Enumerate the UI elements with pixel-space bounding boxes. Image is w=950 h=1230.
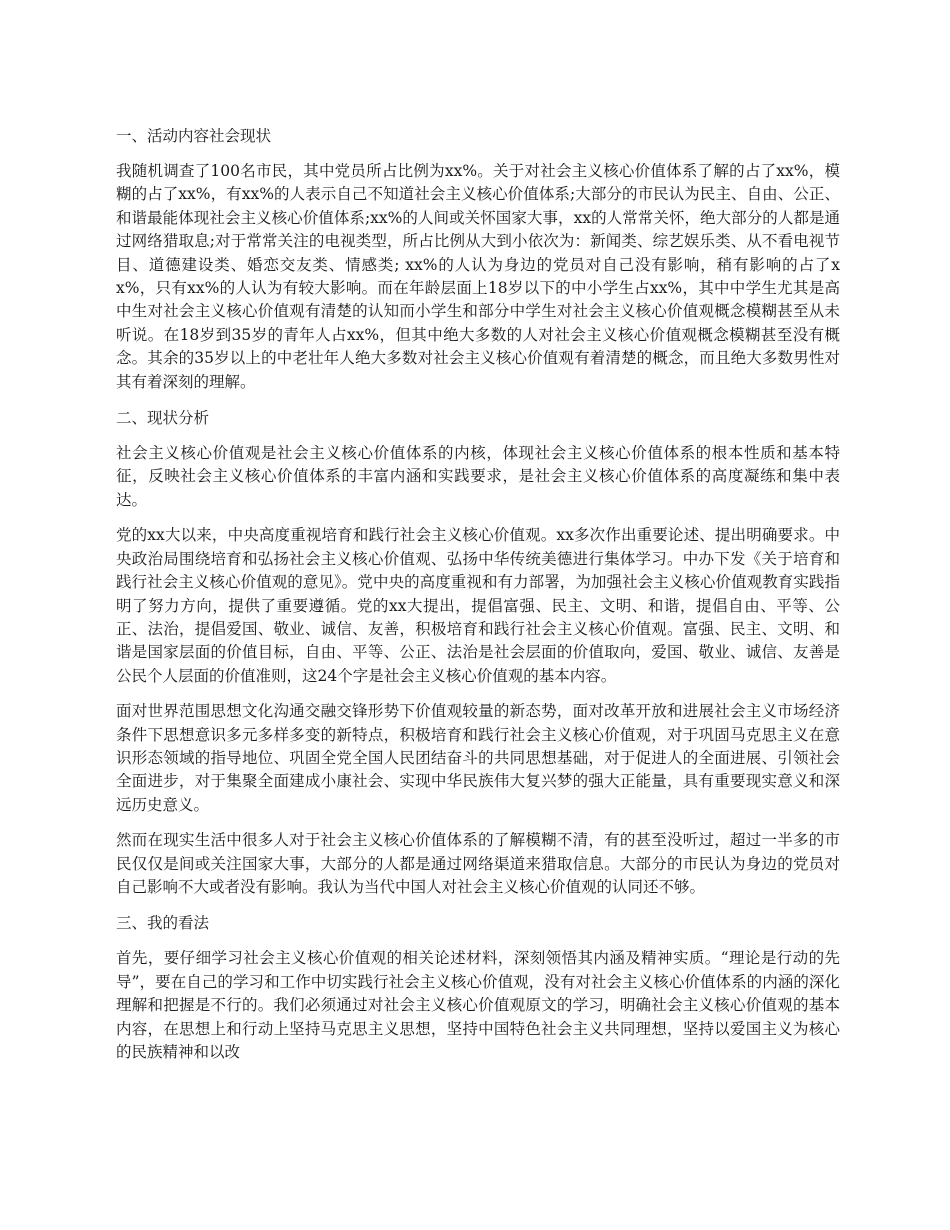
section-heading: 一、活动内容社会现状 (116, 127, 272, 145)
section-heading: 三、我的看法 (116, 914, 210, 933)
section-1 (116, 124, 840, 394)
section-2 (116, 406, 840, 899)
section-3 (116, 911, 840, 1064)
paragraph: 首先，要仔细学习社会主义核心价值观的相关论述材料，深刻领悟其内涵及精神实质。“理论是行动的先导”，要在自己的学习和工作中切实践行社会主义核心价值观，没有对社会主义核心价值体系的内涵的深化理解和把握是不行的。我们必须通过对社会主义核心价值观原文的学习，明确社会主义核心价值观的基本内容，在思想上和行动上坚持马克思主义思想，坚持中国特色社会主义共同理想，坚持以爱国主义为核心的民族精神和以改 (116, 949, 840, 1061)
paragraph: 我随机调查了100名市民，其中党员所占比例为xx%。关于对社会主义核心价值体系了解的占了xx%，模糊的占了xx%，有xx%的人表示自己不知道社会主义核心价值体系;大部分的市民认为民主、自由、公正、和谐最能体现社会主义核心价值体系;xx%的人间或关怀国家大事，xx的人常常关怀，绝大部分的人都是通过网络猎取息;对于常常关注的电视类型，所占比例从大到小依次为：新闻类、综艺娱乐类、从不看电视节目、道德建设类、婚恋交友类、情感类; xx%的人认为身边的党员对自己没有影响，稍有影响的占了xx%，只有xx%的人认为有较大影响。而在年龄层面上18岁以下的中小学生占xx%，其中中学生尤其是高中生对社会主义核心价值观有清楚的认知而小学生和部分中学生对社会主义核心价值观概念模糊甚至从未听说。在18岁到35岁的青年人占xx%，但其中绝大多数的人对社会主义核心价值观概念模糊甚至没有概念。其余的35岁以上的中老壮年人绝大多数对社会主义核心价值观有着清楚的概念，而且绝大多数男性对其有着深刻的理解。 (116, 162, 840, 391)
paragraph: 党的xx大以来，中央高度重视培育和践行社会主义核心价值观。xx多次作出重要论述、提出明确要求。中央政治局围绕培育和弘扬社会主义核心价值观、弘扬中华传统美德进行集体学习。中办下发《关于培育和践行社会主义核心价值观的意见》。党中央的高度重视和有力部署，为加强社会主义核心价值观教育实践指明了努力方向，提供了重要遵循。党的xx大提出，提倡富强、民主、文明、和谐，提倡自由、平等、公正、法治，提倡爱国、敬业、诚信、友善，积极培育和践行社会主义核心价值观。富强、民主、文明、和谐是国家层面的价值目标，自由、平等、公正、法治是社会层面的价值取向，爱国、敬业、诚信、友善是公民个人层面的价值准则，这24个字是社会主义核心价值观的基本内容。 (116, 526, 840, 685)
paragraph: 面对世界范围思想文化沟通交融交锋形势下价值观较量的新态势，面对改革开放和进展社会主义市场经济条件下思想意识多元多样多变的新特点，积极培育和践行社会主义核心价值观，对于巩固马克思主义在意识形态领域的指导地位、巩固全党全国人民团结奋斗的共同思想基础，对于促进人的全面进展、引领社会全面进步，对于集聚全面建成小康社会、实现中华民族伟大复兴梦的强大正能量，具有重要现实意义和深远历史意义。 (116, 702, 840, 814)
document-page (116, 124, 840, 1076)
section-heading: 二、现状分析 (116, 409, 210, 428)
paragraph: 社会主义核心价值观是社会主义核心价值体系的内核，体现社会主义核心价值体系的根本性质和基本特征，反映社会主义核心价值体系的丰富内涵和实践要求，是社会主义核心价值体系的高度凝练和集中表达。 (116, 444, 840, 509)
paragraph: 然而在现实生活中很多人对于社会主义核心价值体系的了解模糊不清，有的甚至没听过，超过一半多的市民仅仅是间或关注国家大事，大部分的人都是通过网络渠道来猎取信息。大部分的市民认为身边的党员对自己影响不大或者没有影响。我认为当代中国人对社会主义核心价值观的认同还不够。 (116, 831, 840, 896)
